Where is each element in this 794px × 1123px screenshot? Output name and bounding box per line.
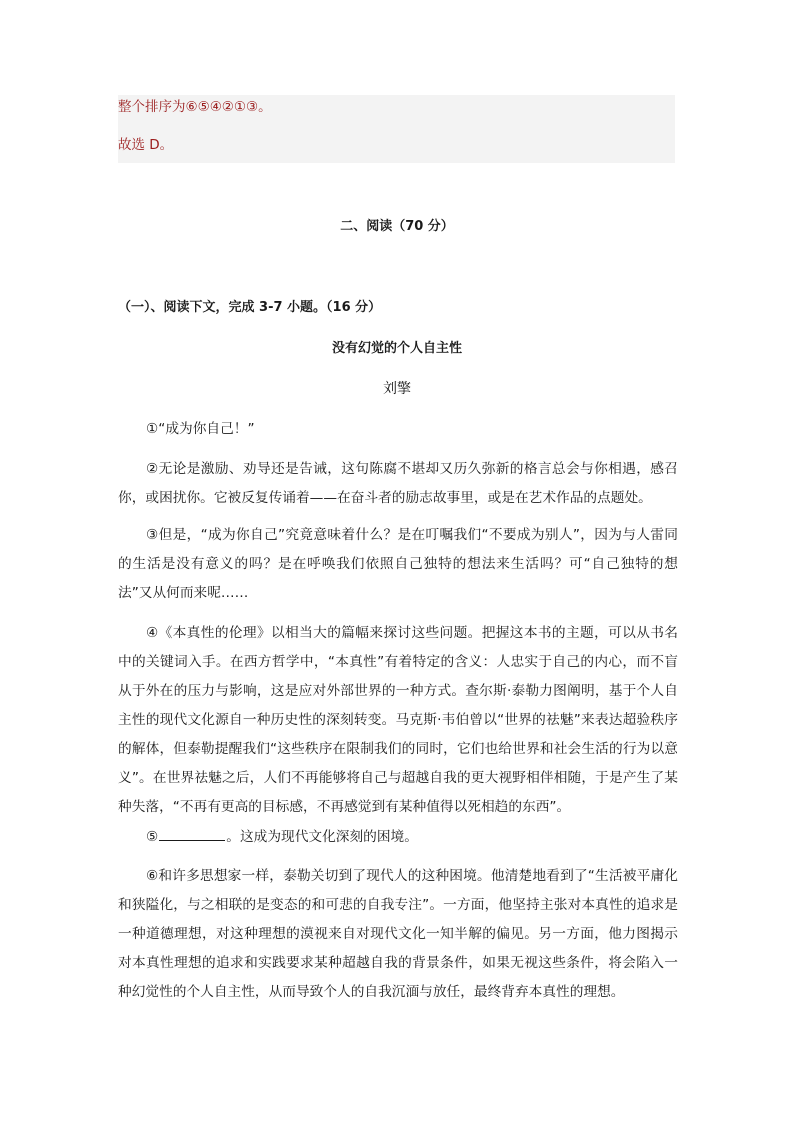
paragraph-2: ②无论是激励、劝导还是告诫，这句陈腐不堪却又历久弥新的格言总会与你相遇，感召你，或困扰你。它被反复传诵着——在奋斗者的励志故事里，或是在艺术作品的点题处。 bbox=[118, 461, 678, 506]
paragraph-6: ⑥和许多思想家一样，泰勒关切到了现代人的这种困境。他清楚地看到了“生活被平庸化和狭隘化，与之相联的是变态的和可悲的自我专注”。一方面，他坚持主张对本真性的追求是一种道德理想，对这种理想的漠视来自对现代文化一知半解的偏见。另一方面，他力图揭示对本真性理想的追求和实践要求某种超越自我的背景条件，如果无视这些条件，将会陷入一种幻觉性的个人自主性，从而导致个人的自我沉湎与放任，最终背弃本真性的理想。 bbox=[118, 868, 678, 1000]
article-author: 刘擎 bbox=[383, 381, 411, 397]
paragraph-5-number: ⑤ bbox=[146, 829, 159, 845]
answer-explanation-box bbox=[118, 95, 675, 163]
answer-choice-text: 故选 D。 bbox=[118, 137, 174, 153]
paragraph-5-text: 。这成为现代文化深刻的困境。 bbox=[226, 829, 418, 845]
paragraph-5 bbox=[118, 823, 678, 852]
paragraph-1: ①“成为你自己！” bbox=[146, 421, 255, 437]
question-instructions: （一）、阅读下文，完成 3-7 小题。（16 分） bbox=[118, 300, 382, 315]
answer-order-text: 整个排序为⑥⑤④②①③。 bbox=[118, 99, 272, 115]
fill-in-blank bbox=[159, 826, 225, 841]
section-title: 二、阅读（70 分） bbox=[340, 219, 454, 234]
paragraph-4: ④《本真性的伦理》以相当大的篇幅来探讨这些问题。把握这本书的主题，可以从书名中的关键词入手。在西方哲学中，“本真性”有着特定的含义：人忠实于自己的内心，而不盲从于外在的压力与影响，这是应对外部世界的一种方式。查尔斯·泰勒力图阐明，基于个人自主性的现代文化源自一种历史性的深刻转变。马克斯·韦伯曾以“世界的祛魅”来表达超验秩序的解体，但泰勒提醒我们“这些秩序在限制我们的同时，它们也给世界和社会生活的行为以意义”。在世界祛魅之后，人们不再能够将自己与超越自我的更大视野相伴相随，于是产生了某种失落，“不再有更高的目标感，不再感觉到有某种值得以死相趋的东西”。 bbox=[118, 625, 678, 815]
article-title: 没有幻觉的个人自主性 bbox=[331, 341, 462, 356]
paragraph-3: ③但是，“成为你自己”究竟意味着什么？是在叮嘱我们“不要成为别人”，因为与人雷同的生活是没有意义的吗？是在呼唤我们依照自己独特的想法来生活吗？可“自己独特的想法”又从何而来呢…… bbox=[118, 527, 678, 601]
